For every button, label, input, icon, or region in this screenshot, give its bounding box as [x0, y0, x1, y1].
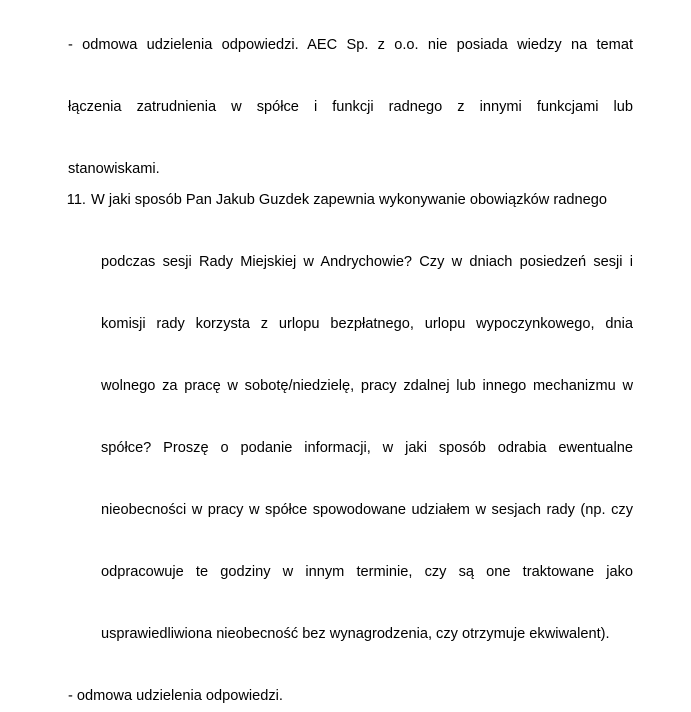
numbered-item-11: [58, 185, 633, 650]
text-line: stanowiskami.: [68, 161, 160, 177]
text-line: spółce? Proszę o podanie informacji, w jaki sposób odrabia ewentualne: [101, 440, 633, 456]
item-body-rest: [91, 247, 633, 650]
text-line: komisji rady korzysta z urlopu bezpłatnego, urlopu wypoczynkowego, dnia: [101, 316, 633, 332]
text-line: usprawiedliwiona nieobecność bez wynagrodzenia, czy otrzymuje ekwiwalent).: [101, 626, 610, 642]
text-line: - odmowa udzielenia odpowiedzi.: [68, 688, 283, 704]
text-line: odpracowuje te godziny w innym terminie, czy są one traktowane jako: [101, 564, 633, 580]
text-line: podczas sesji Rady Miejskiej w Andrychowie? Czy w dniach posiedzeń sesji i: [101, 254, 633, 270]
answer-paragraph-2: [58, 681, 633, 712]
item-body: [90, 185, 633, 650]
answer-paragraph-1: [58, 30, 633, 185]
paragraph-spacer: [58, 650, 633, 681]
text-line: - odmowa udzielenia odpowiedzi. AEC Sp. z o.o. nie posiada wiedzy na temat: [68, 37, 633, 53]
item-number: 11.: [66, 192, 86, 208]
text-line: W jaki sposób Pan Jakub Guzdek zapewnia wykonywanie obowiązków radnego: [91, 192, 607, 208]
text-line: łączenia zatrudnienia w spółce i funkcji radnego z innymi funkcjami lub: [68, 99, 633, 115]
text-line: wolnego za pracę w sobotę/niedzielę, pracy zdalnej lub innego mechanizmu w: [101, 378, 633, 394]
text-line: nieobecności w pracy w spółce spowodowane udziałem w sesjach rady (np. czy: [101, 502, 633, 518]
